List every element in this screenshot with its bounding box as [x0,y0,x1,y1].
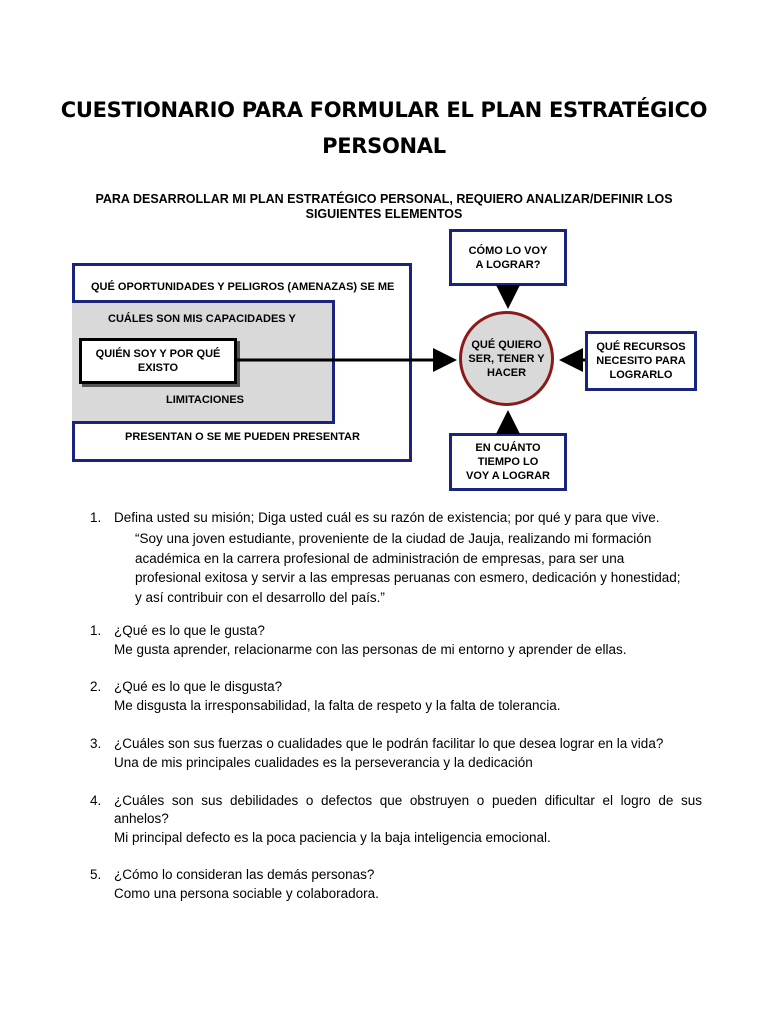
mid-top-label: CUÁLES SON MIS CAPACIDADES Y [108,313,296,325]
item-number: 4. [90,793,102,808]
bottom-line-1: EN CUÁNTO [475,442,541,454]
right-line-2: NECESITO PARA [596,355,686,367]
item-question: ¿Cómo lo consideran las demás personas? [114,867,375,882]
item-question-continued: anhelos? [114,811,169,826]
top-line-1: CÓMO LO VOY [468,244,548,257]
bottom-line-3: VOY A LOGRAR [466,470,550,482]
item-number: 1. [90,623,102,638]
title-line-1: CUESTIONARIO PARA FORMULAR EL PLAN ESTRATÉGICO [60,98,708,122]
quote-line: académica en la carrera profesional de administración de empresas, para ser una [135,550,625,566]
mid-bottom-label: LIMITACIONES [166,394,245,406]
bottom-line-2: TIEMPO LO [477,456,539,468]
item-question: ¿Cuáles son sus debilidades o defectos que obstruyen o pueden dificultar el logro de sus [114,793,702,808]
item-answer: Me disgusta la irresponsabilidad, la falta de respeto y la falta de tolerancia. [114,698,561,713]
title-line-2: PERSONAL [322,134,446,158]
subtitle-line-1: PARA DESARROLLAR MI PLAN ESTRATÉGICO PERSONAL, REQUIERO ANALIZAR/DEFINIR LOS [95,192,673,206]
item-question: ¿Cuáles son sus fuerzas o cualidades que le podrán facilitar lo que desea lograr en la vida? [114,736,664,751]
item-number: 1. [90,510,102,525]
right-line-3: LOGRARLO [609,369,673,381]
quote-line: profesional exitosa y servir a las empresas peruanas con esmero, dedicación y honestidad; [135,570,681,585]
mission-quote [135,529,701,607]
strategic-plan-diagram [0,0,768,480]
item-question: ¿Qué es lo que le gusta? [114,623,265,638]
item-answer: Mi principal defecto es la poca paciencia y la baja inteligencia emocional. [114,830,551,845]
quote-line: “Soy una joven estudiante, proveniente de la ciudad de Jauja, realizando mi formación [135,531,652,546]
item-question: Defina usted su misión; Diga usted cuál es su razón de existencia; por qué y para que vive. [114,510,660,525]
outer-bottom-label: PRESENTAN O SE ME PUEDEN PRESENTAR [125,431,360,443]
item-number: 5. [90,867,102,882]
subtitle-line-2: SIGUIENTES ELEMENTOS [305,207,463,221]
right-line-1: QUÉ RECURSOS [596,341,686,353]
top-line-2: A LOGRAR? [475,258,541,271]
center-line-1: QUÉ QUIERO [471,338,542,351]
center-line-3: HACER [486,366,527,379]
item-number: 2. [90,679,102,694]
item-number: 3. [90,736,102,751]
item-answer: Una de mis principales cualidades es la perseverancia y la dedicación [114,755,533,770]
center-line-2: SER, TENER Y [468,352,545,365]
outer-top-label: QUÉ OPORTUNIDADES Y PELIGROS (AMENAZAS) SE ME [91,281,395,293]
item-answer: Como una persona sociable y colaboradora. [114,886,379,901]
inner-line-1: QUIÉN SOY Y POR QUÉ [95,348,221,360]
quote-line: y así contribuir con el desarrollo del país.” [135,589,385,605]
item-answer: Me gusta aprender, relacionarme con las personas de mi entorno y aprender de ellas. [114,642,627,657]
item-question: ¿Qué es lo que le disgusta? [114,679,283,694]
inner-line-2: EXISTO [137,362,179,374]
